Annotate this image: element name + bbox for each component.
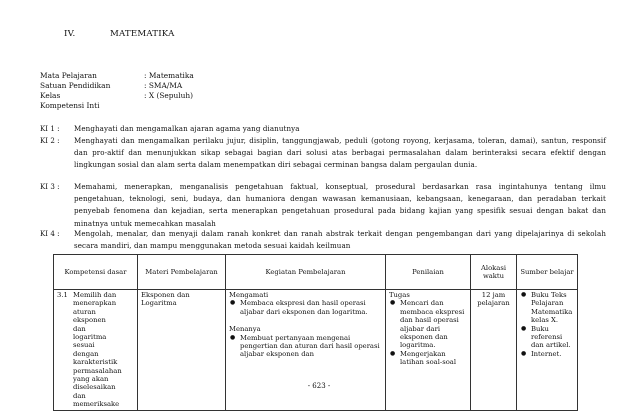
meta-label: Satuan Pendidikan <box>40 81 111 90</box>
meta-row-satuan <box>40 81 182 91</box>
ki-code: KI 3 : <box>40 182 60 191</box>
section-title: MATEMATIKA <box>110 29 175 39</box>
header-materi: Materi Pembelajaran <box>138 255 226 290</box>
header-kegiatan: Kegiatan Pembelajaran <box>226 255 386 290</box>
list-item: ● Internet. <box>531 350 574 358</box>
ki-text: Mengolah, menalar, dan menyaji dalam ranah konkret dan ranah abstrak terkait dengan pengembangan dari yang dipelajarinya di sekolah secara mandiri, dan mampu menggunakan metoda sesuai kaidah keilmuan <box>74 229 606 251</box>
ki-code: KI 4 : <box>40 229 60 238</box>
header-sumber: Sumber belajar <box>517 255 578 290</box>
ki-code: KI 2 : <box>40 136 60 145</box>
cell-materi: Eksponen dan Logaritma <box>138 290 226 411</box>
kegiatan-menanya-title: Menanya <box>229 325 261 334</box>
ki-text: Menghayati dan mengamalkan perilaku jujur, disiplin, tanggungjawab, peduli (gotong royong, kerjasama, toleran, damai), santun, responsif dan pro-aktif dan menunjukkan sikap sebagai bagian dari solusi atas berbagai permasalahan dalam berinteraksi secara efektif dengan lingkungan sosial dan alam serta dalam menempatkan diri sebagai cerminan bangsa dalam pergaulan dunia. <box>74 136 606 170</box>
ki-text: Menghayati dan mengamalkan ajaran agama yang dianutnya <box>74 124 300 133</box>
ki-item-4 <box>40 228 606 252</box>
meta-value: : X (Sepuluh) <box>144 91 194 100</box>
kd-text: Memilih dan menerapkan aturan eksponen dan logaritma sesuai dengan karakteristik permasalahan yang akan diselesaikan dan memeriksake <box>73 291 122 409</box>
cell-sumber <box>517 290 578 411</box>
penilaian-list <box>389 299 467 366</box>
header-kompetensi-dasar: Kompetensi dasar <box>54 255 138 290</box>
table-row <box>54 290 578 411</box>
list-item: ● Buku Teks Pelajaran Matematika kelas X. <box>531 291 574 325</box>
meta-value: : Matematika <box>144 71 194 80</box>
cell-kompetensi-dasar <box>54 290 138 411</box>
ki-item-1 <box>40 123 606 135</box>
list-item: ● Mengerjakan latihan soal-soal <box>400 350 467 367</box>
sumber-list <box>520 291 574 358</box>
header-alokasi: Alokasi waktu <box>471 255 517 290</box>
meta-value: : SMA/MA <box>144 81 183 90</box>
kompetensi-inti-label: Kompetensi Inti <box>40 101 100 110</box>
cell-alokasi: 12 jam pelajaran <box>471 290 517 411</box>
ki-code: KI 1 : <box>40 124 60 133</box>
header-penilaian: Penilaian <box>386 255 471 290</box>
kegiatan-menanya-list <box>229 334 382 359</box>
meta-row-mapel <box>40 71 194 81</box>
section-number: IV. <box>64 29 76 39</box>
penilaian-title: Tugas <box>389 291 410 299</box>
kegiatan-mengamati-title: Mengamati <box>229 291 269 299</box>
kegiatan-mengamati-list <box>229 299 382 316</box>
meta-label: Mata Pelajaran <box>40 71 97 80</box>
list-item: ● Buku referensi dan artikel. <box>531 325 574 350</box>
kd-number: 3.1 <box>57 291 68 299</box>
cell-kegiatan <box>226 290 386 411</box>
cell-penilaian <box>386 290 471 411</box>
list-item: ● Membaca ekspresi dan hasil operasi aljabar dari eksponen dan logaritma. <box>240 299 382 316</box>
meta-label: Kelas <box>40 91 61 100</box>
ki-item-2 <box>40 135 606 172</box>
table-header-row <box>54 255 578 290</box>
list-item: ● Membuat pertanyaan mengenai pengertian dan aturan dari hasil operasi aljabar eksponen dan <box>240 334 382 359</box>
page-number: - 623 - <box>307 382 331 390</box>
ki-item-3 <box>40 181 606 230</box>
ki-text: Memahami, menerapkan, menganalisis pengetahuan faktual, konseptual, prosedural berdasarkan rasa ingintahunya tentang ilmu pengetahuan, teknologi, seni, budaya, dan humaniora dengan wawasan kemanusiaan, kebangsaan, kenegaraan, dan peradaban terkait penyebab fenomena dan kejadian, serta menerapkan pengetahuan prosedural pada bidang kajian yang spesifik sesuai dengan bakat dan minatnya untuk memecahkan masalah <box>74 182 606 228</box>
meta-row-kelas <box>40 91 193 101</box>
section-heading <box>64 29 174 39</box>
list-item: ● Mencari dan membaca ekspresi dan hasil operasi aljabar dari eksponen dan logaritma. <box>400 299 467 349</box>
